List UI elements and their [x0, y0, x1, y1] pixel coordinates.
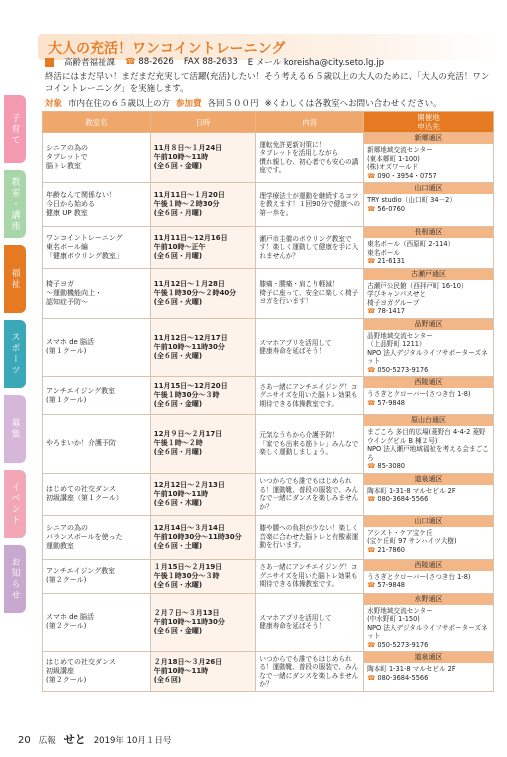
table-row — [43, 377, 494, 415]
contact-phone: ☎ 85-3080 — [367, 462, 490, 471]
header-area — [364, 112, 494, 133]
course-content: 瀬戸市主催のボウリング教室です！楽しく運動して健康を手に入れませんか？ — [256, 227, 364, 269]
location-details — [364, 605, 493, 652]
course-date: 12月14日～３月14日 午前10時30分～11時30分 (全６回・土曜) — [150, 515, 256, 559]
area-label: 古瀬戸通区 — [364, 269, 493, 280]
contact-phone: ☎ 57-9848 — [367, 581, 490, 590]
course-date: 11月12日～１月28日 午後１時30分～２時40分 (全６回・火曜) — [150, 268, 256, 318]
place-name: 品野地域交流センター （上品野町 1211） — [367, 331, 433, 348]
course-date: ２月18日～３月26日 午前10時～11時 (全６回) — [150, 652, 256, 692]
course-name: アンチエイジング教室 (第１クール) — [43, 377, 151, 415]
dept-fax: FAX 88-2633 — [183, 57, 238, 67]
phone-icon: ☎ — [125, 57, 136, 67]
table-row — [43, 473, 494, 515]
course-location — [364, 415, 494, 474]
place-name: うさぎとクローバー(さつき台 1-8) — [367, 572, 471, 581]
location-details — [364, 426, 493, 473]
side-tab[interactable]: 福祉 — [4, 245, 26, 313]
contact-phone: ☎ 050-5273-9176 — [367, 366, 490, 375]
header-date: 日時 — [150, 112, 256, 133]
course-content: 運転免許更新対策に！ タブレットを活用しながら 慣れ親しむ、初心者でも安心の講座です。 — [256, 133, 364, 183]
course-location — [364, 559, 494, 593]
organizer-name: NPO 法人瀬戸地域福祉を考える会まごころ — [367, 445, 489, 462]
area-label: 水野通区 — [364, 594, 493, 605]
fee-value: 各回５００円 — [207, 99, 259, 109]
table-row — [43, 652, 494, 692]
dept-email: E メール koreisha@city.seto.lg.jp — [247, 58, 384, 68]
course-name: ワンコイントレーニング 東名ボール編 「健康ボウリング教室」 — [43, 227, 151, 269]
contact-phone: ☎ 21-7860 — [367, 546, 490, 555]
location-details — [364, 144, 493, 182]
place-name: TRY studio（山口町 34－2） — [367, 196, 456, 204]
dept-tel — [125, 57, 174, 67]
course-content: いつからでも誰でもはじめられる！運動靴、普段の服装で、みんなで一緒にダンスを楽しみませんか？ — [256, 652, 364, 692]
course-location — [364, 515, 494, 559]
location-details — [364, 280, 493, 318]
course-date: 11月12日～12月17日 午前10時～11時30分 (全６回・火曜) — [150, 318, 256, 377]
side-tab[interactable]: 子育て — [4, 95, 26, 163]
side-tab[interactable]: 教室・講座 — [4, 170, 26, 238]
contact-phone: ☎ 78-1417 — [367, 307, 490, 316]
table-row — [43, 593, 494, 652]
course-content: いつからでも誰でもはじめられる！運動靴、普段の服装で、みんなで一緒にダンスを楽しみませんか？ — [256, 473, 364, 515]
organizer-name: (株)オズワールド — [367, 163, 419, 171]
area-label: 品野通区 — [364, 319, 493, 330]
course-location — [364, 268, 494, 318]
course-content: 元気なうちから介護予防！ 「家でも出来る筋トレ」みんなで楽しく運動しましょう。 — [256, 415, 364, 474]
header-content: 内容 — [256, 112, 364, 133]
area-label: 新郷通区 — [364, 133, 493, 144]
course-table — [42, 111, 494, 692]
area-label: 山口通区 — [364, 516, 493, 527]
location-details — [364, 238, 493, 268]
page-footer — [18, 731, 171, 747]
course-content: スマホアプリを活用して 健康寿命を延ばそう！ — [256, 318, 364, 377]
course-content: 膝や腰への負担が少ない！楽しく音楽に合わせた脳トレと有酸素運動を行います。 — [256, 515, 364, 559]
course-date: 11月11日～12月16日 午前10時～正午 (全６回・月曜) — [150, 227, 256, 269]
course-location — [364, 652, 494, 692]
header-contact-label: 申込先 — [417, 122, 440, 131]
course-location — [364, 593, 494, 652]
course-name: スマホ de 脳活 (第１クール) — [43, 318, 151, 377]
table-row — [43, 133, 494, 183]
contact-phone: ☎ 57-9848 — [367, 399, 490, 408]
contact-phone: ☎ 080-3684-5566 — [367, 674, 490, 683]
table-row — [43, 415, 494, 474]
dept-name: 高齢者福祉課 — [64, 58, 116, 68]
table-row — [43, 268, 494, 318]
fee-label: 参加費 — [176, 99, 202, 109]
location-details — [364, 663, 493, 684]
course-content: さあ一緒にアンチエイジング！コグニサイズを用いた脳トレ効果も期待できる体操教室です。 — [256, 377, 364, 415]
place-name: 陶本町 1-31-8 マルセビル 2F — [367, 665, 456, 673]
target-value: 市内在住の６５歳以上の方 — [68, 99, 171, 109]
header-area-label: 開催地 — [417, 113, 440, 122]
place-name: 東名ボール（西原町 2-114） — [367, 240, 455, 248]
side-tab[interactable]: イベント — [4, 470, 26, 538]
course-location — [364, 377, 494, 415]
side-tab[interactable]: スポーツ — [4, 320, 26, 388]
place-name: 陶本町 1-31-8 マルセビル 2F — [367, 486, 456, 495]
contact-phone: ☎ 090・3954・0757 — [367, 172, 490, 181]
course-name: スマホ de 脳活 (第２クール) — [43, 593, 151, 652]
magazine-label: 広報 — [38, 736, 56, 746]
magazine-name: せと — [63, 733, 86, 746]
place-name: 水野地域交流センター (中水野町 1-150) — [367, 606, 433, 623]
location-details — [364, 194, 493, 215]
area-label: 山口通区 — [364, 183, 493, 194]
course-content: スマホアプリを活用して 健康寿命を延ばそう！ — [256, 593, 364, 652]
area-label: 西陵通区 — [364, 560, 493, 571]
tel-number: 88-2626 — [138, 57, 174, 67]
place-name: アシスト・ケア宝ケ丘 (宝ケ丘町 97 サンハイツ大樹) — [367, 528, 457, 545]
area-label: 西陵通区 — [364, 377, 493, 388]
course-name: シニアの為の タブレットで 脳トレ教室 — [43, 133, 151, 183]
course-name: はじめての社交ダンス 初級講座（第１クール） — [43, 473, 151, 515]
side-tab[interactable]: 募集 — [4, 395, 26, 463]
course-date: 12月12日～２月13日 午前10時～11時 (全６回・木曜) — [150, 473, 256, 515]
contact-phone: ☎ 56-0760 — [367, 205, 490, 214]
issue-date: 2019年 10月１日号 — [93, 736, 172, 746]
course-date: １月15日～２月19日 午後１時30分～３時 (全６回・水曜) — [150, 559, 256, 593]
course-location — [364, 133, 494, 183]
place-name: まごころ 多目的広場(菱野台 4-4-2 菱野ウイングビル B 棟２号) — [367, 428, 486, 445]
course-date: 11月８日～１月24日 午前10時～11時 (全６回・金曜) — [150, 133, 256, 183]
table-header-row — [43, 112, 494, 133]
contact-line — [45, 56, 384, 68]
page-number: 20 — [18, 735, 31, 746]
organizer-name: 東名ボール — [367, 248, 400, 257]
table-row — [43, 515, 494, 559]
course-date: ２月７日～３月13日 午前10時～11時30分 (全６回・金曜) — [150, 593, 256, 652]
table-row — [43, 318, 494, 377]
area-label: 道泉通区 — [364, 474, 493, 485]
contact-phone: ☎ 080-3684-5566 — [367, 495, 490, 504]
place-name: 新郷地域交流センター (東本郷町 1-100) — [367, 146, 433, 163]
area-label: 道泉通区 — [364, 652, 493, 663]
organizer-name: NPO 法人デジタルライフサポーターズネット — [367, 623, 488, 640]
course-name: 椅子ヨガ ～運動機能向上・ 認知症予防～ — [43, 268, 151, 318]
area-label: 長根通区 — [364, 227, 493, 238]
location-details — [364, 330, 493, 377]
course-location — [364, 183, 494, 227]
course-location — [364, 318, 494, 377]
contact-phone: ☎ 21-6131 — [367, 257, 490, 266]
course-content: さあ一緒にアンチエイジング！コグニサイズを用いた脳トレ効果も期待できる体操教室です。 — [256, 559, 364, 593]
course-date: 11月11日～１月20日 午後１時～２時30分 (全６回・月曜) — [150, 183, 256, 227]
meta-note: ※くわしくは各教室へお問い合わせください。 — [264, 99, 442, 109]
table-row — [43, 559, 494, 593]
course-location — [364, 473, 494, 515]
course-date: 12月９日～２月17日 午後１時～２時 (全６回・月曜) — [150, 415, 256, 474]
area-label: 原山台通区 — [364, 415, 493, 426]
intro-text: 終活にはまだ早い！まだまだ充実して活躍(充活)したい！そう考える６５歳以上の大人のために、「大人の充活！ワンコイントレーニング」を実施します。 — [45, 72, 490, 94]
place-name: 古瀬戸公民館（西拝戸町 16-10） — [367, 281, 468, 290]
course-name: やろまいか！介護予防 — [43, 415, 151, 474]
course-name: アンチエイジング教室 (第２クール) — [43, 559, 151, 593]
header-name: 教室名 — [43, 112, 151, 133]
location-details — [364, 485, 493, 506]
location-details — [364, 527, 493, 557]
organizer-name: NPO 法人デジタルライフサポーターズネット — [367, 348, 488, 365]
course-name: 年齢なんて関係ない！ 今日から始める 健康 UP 教室 — [43, 183, 151, 227]
course-content: 膝痛・腰痛・肩こり軽減！ 椅子に座って、安全に楽しく椅子ヨガを行います！ — [256, 268, 364, 318]
course-name: はじめての社交ダンス 初級講座 (第２クール) — [43, 652, 151, 692]
target-label: 対象 — [45, 99, 63, 109]
square-icon — [45, 58, 54, 67]
location-details — [364, 571, 493, 592]
table-row — [43, 183, 494, 227]
course-name: シニアの為の バランスボールを使った 運動教室 — [43, 515, 151, 559]
side-tab[interactable]: お知らせ — [4, 545, 26, 613]
article-title: 大人の充活！ワンコイントレーニング — [48, 41, 286, 57]
course-location — [364, 227, 494, 269]
table-row — [43, 227, 494, 269]
course-date: 11月15日～12月20日 午後１時30分～３時 (全６回・金曜) — [150, 377, 256, 415]
location-details — [364, 388, 493, 409]
organizer-name: 学びキャンパスせと 椅子ヨガグループ — [367, 290, 426, 307]
contact-phone: ☎ 050-5273-9176 — [367, 641, 490, 650]
place-name: うさぎとクローバー(さつき台 1-8) — [367, 390, 471, 398]
meta-line — [45, 97, 442, 109]
course-content: 理学療法士が運動を継続するコツを教えます！１回90分で健康への第一歩を。 — [256, 183, 364, 227]
